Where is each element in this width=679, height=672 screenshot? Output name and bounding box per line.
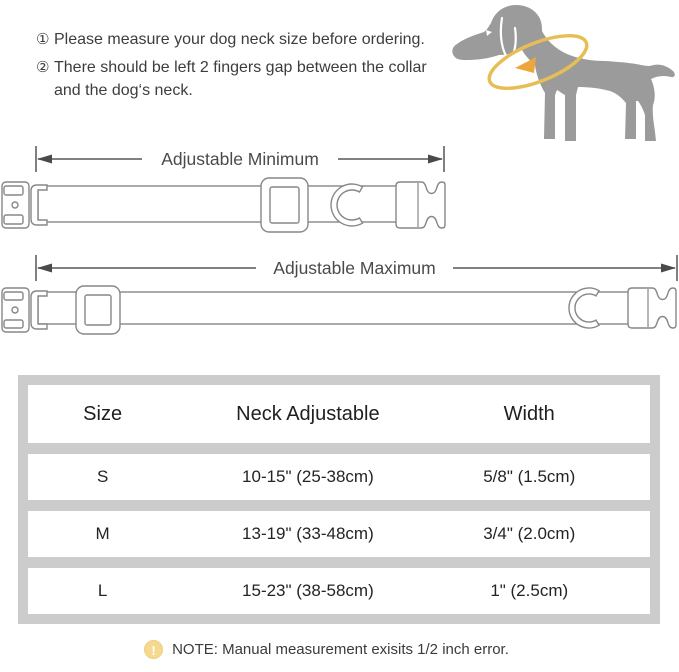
buckle-female-icon (628, 288, 676, 328)
dog-neck-measure-illustration (448, 2, 678, 148)
adjustable-maximum-label: Adjustable Maximum (273, 258, 436, 278)
neck-measure-arrow-icon (515, 57, 536, 73)
instruction-text: Please measure your dog neck size before ordering. (54, 31, 425, 48)
size-table (18, 375, 660, 624)
table-row-m (28, 511, 650, 557)
collar-minimum-diagram (0, 176, 450, 234)
collar-maximum-diagram (0, 283, 679, 339)
header-cell-neck-adjustable: Neck Adjustable (236, 402, 380, 425)
collar-strap (38, 292, 638, 324)
cell-size: S (96, 467, 109, 486)
cell-neck-adjustable: 13-19" (33-48cm) (242, 524, 374, 543)
cell-neck-adjustable: 10-15" (25-38cm) (242, 467, 374, 486)
tri-glide-slider-icon (261, 178, 308, 232)
header-cell-width: Width (503, 402, 555, 425)
buckle-female-icon (396, 182, 445, 228)
cell-size: L (97, 581, 108, 600)
table-header-row (28, 385, 650, 443)
right-arrowhead-icon (428, 155, 443, 164)
adjustable-maximum-measure (30, 254, 679, 284)
note-bar (0, 640, 666, 659)
table-row-s (28, 454, 650, 500)
cell-size: M (95, 524, 110, 543)
table-row-l (28, 568, 650, 614)
left-arrowhead-icon (37, 155, 52, 164)
dog-silhouette (452, 5, 674, 141)
right-arrowhead-icon (661, 264, 676, 273)
tri-glide-slider-icon (76, 286, 120, 334)
instruction-number: ① (36, 31, 50, 48)
instruction-text: There should be left 2 fingers gap between the collar and the dog‘s neck. (54, 59, 427, 99)
cell-width: 3/4" (2.0cm) (483, 524, 576, 543)
adjustable-minimum-measure (30, 145, 450, 175)
adjustable-minimum-label: Adjustable Minimum (161, 149, 319, 169)
instruction-item (36, 56, 456, 102)
measurement-instructions (36, 28, 456, 107)
instruction-item (36, 28, 456, 51)
cell-neck-adjustable: 15-23" (38-58cm) (242, 581, 374, 600)
instruction-number: ② (36, 59, 50, 76)
header-cell-size: Size (83, 402, 123, 425)
cell-width: 1" (2.5cm) (490, 581, 569, 600)
warning-icon: ! (144, 640, 163, 659)
note-text: NOTE: Manual measurement exisits 1/2 inch error. (172, 641, 509, 658)
cell-width: 5/8" (1.5cm) (483, 467, 576, 486)
left-arrowhead-icon (37, 264, 52, 273)
